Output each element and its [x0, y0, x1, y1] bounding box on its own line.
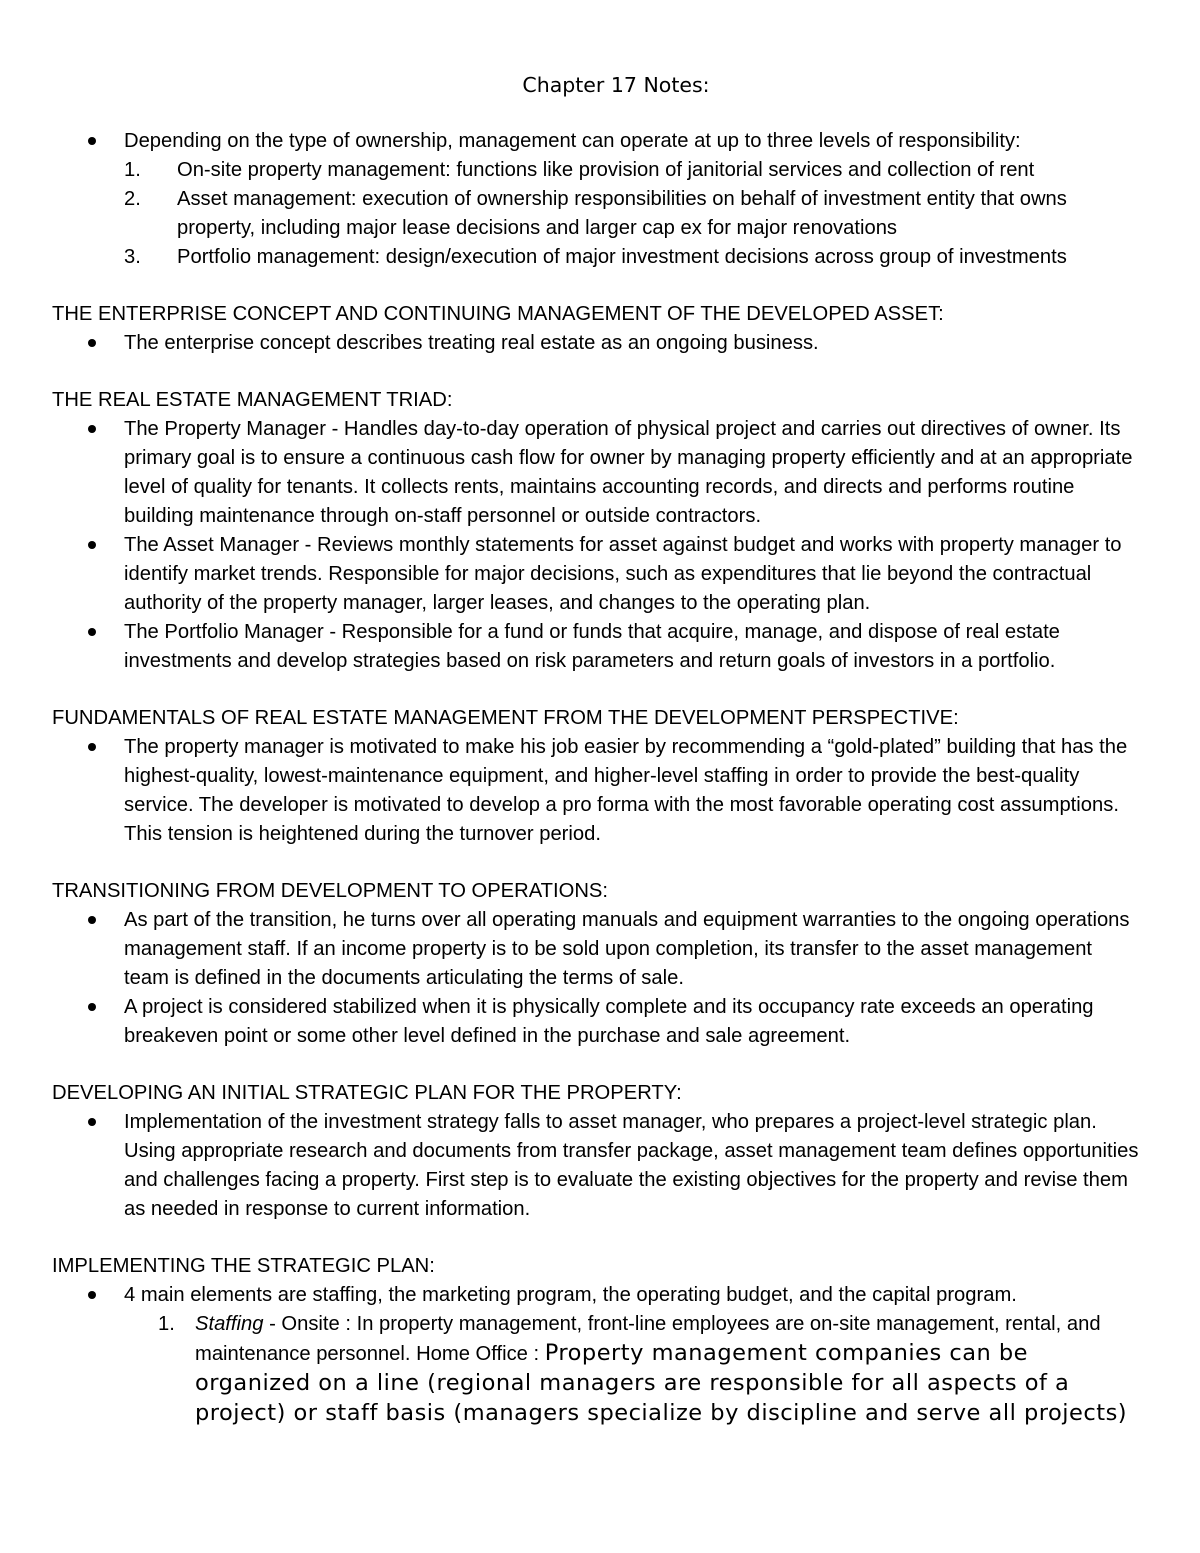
- section-heading: DEVELOPING AN INITIAL STRATEGIC PLAN FOR THE PROPERTY:: [52, 1082, 682, 1104]
- section-heading: IMPLEMENTING THE STRATEGIC PLAN:: [52, 1255, 435, 1277]
- fundamentals-bullets: [52, 733, 1140, 849]
- levels-list: [52, 156, 1140, 272]
- section-heading: THE ENTERPRISE CONCEPT AND CONTINUING MANAGEMENT OF THE DEVELOPED ASSET:: [52, 303, 944, 325]
- transition-bullets: [52, 906, 1140, 1051]
- level-text: Asset management: execution of ownership responsibilities on behalf of investment entity that owns property, including major lease decisions and larger cap ex for major renovations: [177, 188, 1067, 239]
- section-heading: FUNDAMENTALS OF REAL ESTATE MANAGEMENT FROM THE DEVELOPMENT PERSPECTIVE:: [52, 707, 959, 729]
- list-number: 1.: [158, 1313, 175, 1335]
- strategic-bullets: [52, 1108, 1140, 1224]
- staffing-tail-text: Property management companies can be organized on a line (regional managers are responsible for all aspects of a project) or staff basis (managers specialize by discipline and serve all projects): [195, 1340, 1128, 1426]
- enterprise-section: [52, 300, 1140, 358]
- transition-section: [52, 877, 1140, 1051]
- implementing-bullets: [52, 1281, 1140, 1310]
- intro-bullet-text: Depending on the type of ownership, management can operate at up to three levels of responsibility:: [124, 130, 1021, 152]
- list-item: Implementation of the investment strategy falls to asset manager, who prepares a project-level strategic plan. Using appropriate research and documents from transfer package, asset management team defines opportunities and challenges facing a property. First step is to evaluate the existing objectives for the property and revise them as needed in response to current information.: [52, 1108, 1140, 1224]
- level-text: On-site property management: functions like provision of janitorial services and collection of rent: [177, 159, 1035, 181]
- list-item: The enterprise concept describes treating real estate as an ongoing business.: [52, 329, 1140, 358]
- list-item: [124, 185, 1140, 243]
- triad-section: [52, 386, 1140, 676]
- list-item: As part of the transition, he turns over all operating manuals and equipment warranties to the ongoing operations management staff. If an income property is to be sold upon completion, its transfer to the asset management team is defined in the documents articulating the terms of sale.: [52, 906, 1140, 993]
- level-text: Portfolio management: design/execution of major investment decisions across group of investments: [177, 246, 1067, 268]
- section-heading: TRANSITIONING FROM DEVELOPMENT TO OPERATIONS:: [52, 880, 608, 902]
- list-item: The Portfolio Manager - Responsible for a fund or funds that acquire, manage, and dispose of real estate investments and develop strategies based on risk parameters and return goals of investors in a portfolio.: [52, 618, 1140, 676]
- list-item: The property manager is motivated to make his job easier by recommending a “gold-plated” building that has the highest-quality, lowest-maintenance equipment, and higher-level staffing in order to provide the best-quality service. The developer is motivated to develop a pro forma with the most favorable operating cost assumptions. This tension is heightened during the turnover period.: [52, 733, 1140, 849]
- list-number: 3.: [124, 246, 141, 268]
- fundamentals-section: [52, 704, 1140, 849]
- list-item: [124, 243, 1140, 272]
- page-title: Chapter 17 Notes:: [522, 73, 710, 97]
- staffing-text: - Onsite : In property management, front-line employees are on-site management, rental, and maintenance personnel. Home Office :: [195, 1313, 1101, 1365]
- triad-bullets: [52, 415, 1140, 676]
- list-item: A project is considered stabilized when it is physically complete and its occupancy rate exceeds an operating breakeven point or some other level defined in the purchase and sale agreement.: [52, 993, 1140, 1051]
- list-item: [124, 156, 1140, 185]
- enterprise-bullets: [52, 329, 1140, 358]
- intro-bullets: [52, 127, 1140, 156]
- list-item: The Asset Manager - Reviews monthly statements for asset against budget and works with property manager to identify market trends. Responsible for major decisions, such as expenditures that lie beyond the contractual authority of the property manager, larger leases, and changes to the operating plan.: [52, 531, 1140, 618]
- staffing-label: Staffing: [195, 1313, 264, 1335]
- list-item: [158, 1310, 1140, 1429]
- strategic-section: [52, 1079, 1140, 1224]
- list-number: 1.: [124, 159, 141, 181]
- elements-list: [52, 1310, 1140, 1429]
- list-item: 4 main elements are staffing, the marketing program, the operating budget, and the capital program.: [52, 1281, 1140, 1310]
- list-item: The Property Manager - Handles day-to-day operation of physical project and carries out directives of owner. Its primary goal is to ensure a continuous cash flow for owner by managing property efficiently and at an appropriate level of quality for tenants. It collects rents, maintains accounting records, and directs and performs routine building maintenance through on-staff personnel or outside contractors.: [52, 415, 1140, 531]
- implementing-section: [52, 1252, 1140, 1429]
- intro-section: [52, 127, 1140, 272]
- list-number: 2.: [124, 188, 141, 210]
- section-heading: THE REAL ESTATE MANAGEMENT TRIAD:: [52, 389, 453, 411]
- list-item: [52, 127, 1140, 156]
